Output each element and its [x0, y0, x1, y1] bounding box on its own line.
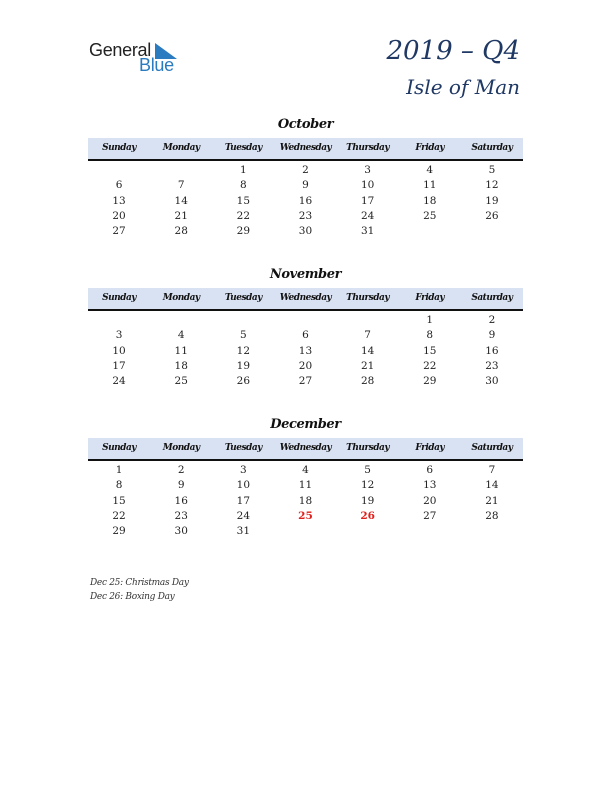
day-cell: 26: [236, 375, 251, 387]
weekday-header: [88, 288, 523, 311]
day-cell: 20: [298, 359, 313, 372]
day-cell: 11: [423, 179, 437, 192]
day-cell: 23: [485, 359, 499, 372]
weekday-label: Thursday: [346, 143, 390, 153]
day-cell: 28: [360, 375, 375, 387]
day-cell: [150, 313, 212, 328]
day-cell: [88, 163, 150, 178]
month-title: November: [269, 267, 342, 282]
day-cell: 13: [298, 344, 313, 357]
weekday-label: Monday: [162, 293, 200, 303]
day-cell: 29: [236, 225, 251, 237]
day-cell: 12: [236, 344, 251, 357]
holiday-notes: [90, 576, 189, 604]
day-grid: [88, 163, 523, 239]
weekday-label: Saturday: [471, 293, 513, 303]
weekday-label: Wednesday: [279, 443, 332, 453]
day-cell: 10: [236, 479, 251, 492]
day-grid: [88, 313, 523, 389]
day-cell: [461, 524, 523, 539]
weekday-label: Saturday: [471, 143, 513, 153]
day-cell: 21: [174, 209, 188, 222]
day-cell: 23: [298, 209, 313, 222]
day-cell: 24: [236, 509, 251, 522]
day-cell: 23: [174, 509, 188, 522]
day-cell: 10: [360, 179, 375, 192]
month-november: [88, 267, 523, 389]
day-cell: 8: [240, 179, 247, 192]
day-cell: [88, 313, 150, 328]
weekday-label: Tuesday: [224, 293, 262, 303]
day-cell: 15: [112, 494, 126, 507]
month-december: [88, 417, 523, 539]
day-cell: 7: [488, 464, 496, 476]
day-cell: 3: [115, 329, 123, 342]
day-cell: 12: [485, 179, 499, 192]
day-cell: [399, 224, 461, 239]
day-cell: [274, 524, 336, 539]
day-cell: 21: [485, 494, 499, 507]
day-cell: 22: [236, 209, 251, 222]
month-title: December: [270, 417, 341, 432]
day-cell: 1: [240, 164, 247, 176]
weekday-label: Thursday: [346, 293, 390, 303]
day-cell: 25: [423, 209, 437, 222]
day-cell: 3: [364, 164, 371, 176]
day-cell: 24: [112, 375, 126, 387]
weekday-label: Sunday: [102, 143, 137, 153]
day-cell: 30: [485, 375, 499, 387]
day-cell: 5: [488, 164, 496, 176]
day-cell: 16: [298, 194, 313, 207]
day-cell: 16: [485, 344, 499, 357]
day-cell: 6: [302, 329, 309, 342]
day-cell: 20: [423, 494, 437, 507]
weekday-label: Friday: [415, 143, 445, 153]
day-cell: 18: [174, 359, 188, 372]
day-cell: [461, 224, 523, 239]
day-cell: 19: [485, 194, 499, 207]
day-cell: 31: [236, 525, 251, 537]
day-cell: 12: [360, 479, 375, 492]
day-cell: 9: [177, 479, 185, 492]
day-cell: [337, 313, 399, 328]
day-cell: 27: [298, 375, 313, 387]
day-cell: [337, 524, 399, 539]
day-cell: 22: [112, 509, 126, 522]
holiday-day-cell: 26: [360, 509, 375, 522]
day-cell: 30: [174, 525, 188, 537]
page-title: 2019 – Q4: [386, 36, 520, 66]
day-cell: 15: [423, 344, 437, 357]
holiday-note: Dec 26: Boxing Day: [90, 592, 175, 602]
day-cell: 6: [426, 464, 434, 476]
weekday-label: Friday: [415, 293, 445, 303]
day-cell: 15: [236, 194, 251, 207]
logo-text-general: General: [89, 40, 151, 60]
day-cell: 22: [423, 359, 437, 372]
day-cell: 31: [360, 225, 375, 237]
day-cell: 29: [112, 525, 126, 537]
day-cell: 2: [177, 464, 185, 476]
weekday-header: [88, 138, 523, 161]
month-october: [88, 117, 523, 239]
day-cell: 8: [115, 479, 123, 492]
day-cell: 19: [360, 494, 375, 507]
day-cell: 9: [302, 179, 309, 192]
holiday-note: Dec 25: Christmas Day: [90, 578, 189, 588]
day-cell: 28: [485, 509, 499, 522]
day-cell: 26: [485, 209, 499, 222]
day-cell: 9: [488, 329, 496, 342]
day-cell: 14: [485, 479, 499, 492]
day-cell: 17: [112, 359, 126, 372]
day-cell: 1: [115, 464, 123, 476]
day-cell: 2: [488, 314, 496, 326]
weekday-label: Tuesday: [224, 143, 262, 153]
weekday-label: Sunday: [102, 443, 137, 453]
day-cell: 4: [302, 464, 309, 476]
weekday-label: Friday: [415, 443, 445, 453]
day-cell: 17: [236, 494, 251, 507]
day-cell: 11: [174, 344, 188, 357]
day-cell: 24: [360, 209, 375, 222]
day-cell: 18: [298, 494, 313, 507]
day-cell: 5: [240, 329, 247, 342]
day-cell: [150, 163, 212, 178]
day-cell: 3: [240, 464, 247, 476]
day-cell: 2: [302, 164, 309, 176]
day-cell: 29: [423, 375, 437, 387]
weekday-label: Monday: [162, 443, 200, 453]
region-title: Isle of Man: [406, 75, 520, 99]
day-cell: 13: [112, 194, 126, 207]
day-cell: 5: [364, 464, 371, 476]
month-title: October: [277, 117, 334, 132]
day-cell: 18: [423, 194, 437, 207]
day-grid: [88, 463, 523, 539]
weekday-label: Wednesday: [279, 293, 332, 303]
day-cell: 28: [174, 225, 188, 237]
day-cell: [212, 313, 274, 328]
day-cell: 7: [364, 329, 371, 342]
day-cell: 13: [423, 479, 437, 492]
day-cell: 30: [298, 225, 313, 237]
day-cell: 27: [112, 225, 126, 237]
day-cell: 19: [236, 359, 251, 372]
weekday-label: Saturday: [471, 443, 513, 453]
weekday-label: Tuesday: [224, 443, 262, 453]
day-cell: 6: [115, 179, 123, 192]
day-cell: [399, 524, 461, 539]
weekday-label: Monday: [162, 143, 200, 153]
day-cell: 14: [360, 344, 375, 357]
weekday-label: Sunday: [102, 293, 137, 303]
day-cell: 17: [360, 194, 375, 207]
day-cell: 4: [426, 164, 434, 176]
logo-text-blue: Blue: [139, 55, 174, 75]
day-cell: 4: [177, 329, 185, 342]
day-cell: 10: [112, 344, 126, 357]
day-cell: 11: [298, 479, 313, 492]
day-cell: 25: [174, 375, 188, 387]
weekday-header: [88, 438, 523, 461]
day-cell: 14: [174, 194, 188, 207]
logo: [89, 40, 189, 76]
day-cell: 1: [426, 314, 434, 326]
day-cell: 27: [423, 509, 437, 522]
weekday-label: Wednesday: [279, 143, 332, 153]
day-cell: 21: [360, 359, 375, 372]
weekday-label: Thursday: [346, 443, 390, 453]
holiday-day-cell: 25: [298, 509, 313, 522]
day-cell: 20: [112, 209, 126, 222]
day-cell: [274, 313, 336, 328]
day-cell: 8: [426, 329, 434, 342]
day-cell: 16: [174, 494, 188, 507]
day-cell: 7: [177, 179, 185, 192]
